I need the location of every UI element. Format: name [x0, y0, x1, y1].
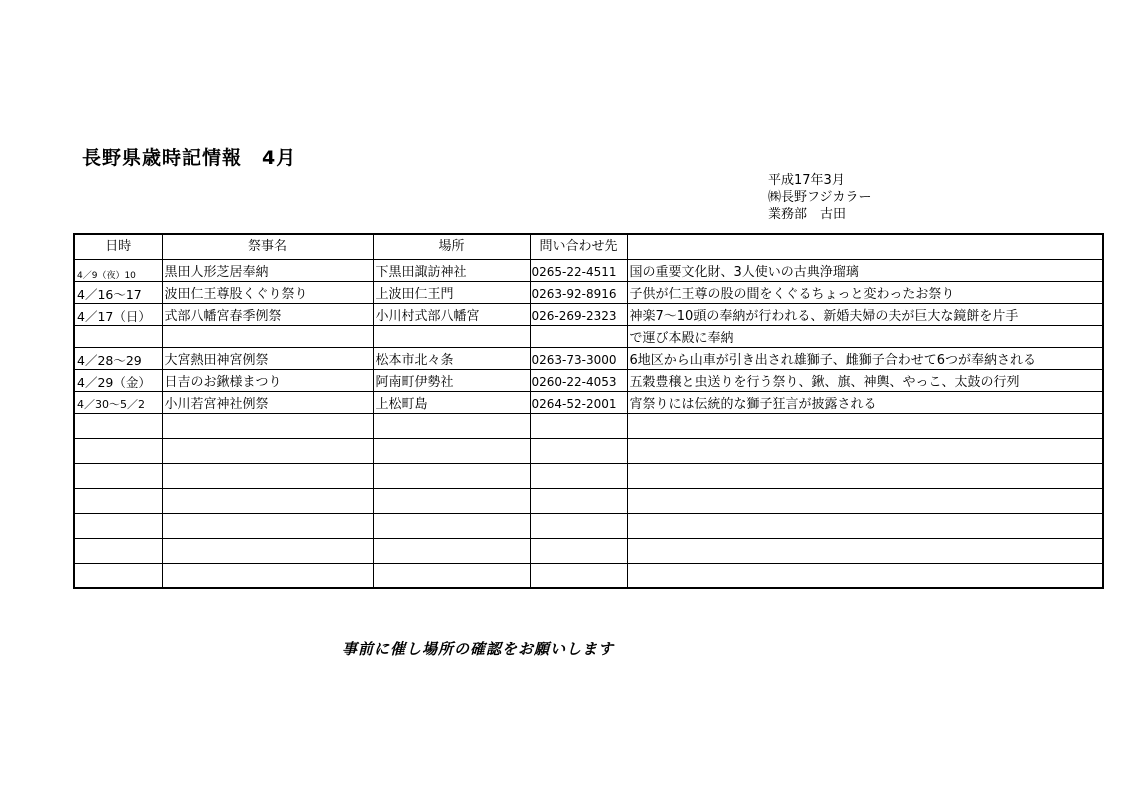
cell-place: 上松町島 [373, 391, 530, 413]
issue-date: 平成17年3月 [768, 173, 845, 188]
header-date: 日時 [74, 234, 162, 259]
table-row-empty [74, 463, 1103, 488]
cell-date: 4／17（日） [74, 303, 162, 325]
cell-tel: 0265-22-4511 [530, 259, 627, 281]
header-contact: 問い合わせ先 [530, 234, 627, 259]
table-row [74, 325, 1103, 347]
events-table [73, 233, 1104, 589]
cell-tel: 026-269-2323 [530, 303, 627, 325]
table-header-row [74, 234, 1103, 259]
issuer-block [768, 172, 871, 223]
cell-place: 小川村式部八幡宮 [373, 303, 530, 325]
cell-date: 4／30～5／2 [74, 391, 162, 413]
cell-event [162, 325, 373, 347]
cell-note: 神楽7～10頭の奉納が行われる、新婚夫婦の夫が巨大な鏡餅を片手 [627, 303, 1103, 325]
cell-date: 4／16～17 [74, 281, 162, 303]
cell-tel: 0263-92-8916 [530, 281, 627, 303]
table-row [74, 259, 1103, 281]
cell-tel: 0260-22-4053 [530, 369, 627, 391]
table-row [74, 303, 1103, 325]
header-event: 祭事名 [162, 234, 373, 259]
cell-date [74, 325, 162, 347]
table-row-empty [74, 563, 1103, 588]
cell-tel: 0263-73-3000 [530, 347, 627, 369]
footer-note: 事前に催し場所の確認をお願いします [342, 640, 615, 658]
cell-note: 宵祭りには伝統的な獅子狂言が披露される [627, 391, 1103, 413]
table-row [74, 281, 1103, 303]
document-title: 長野県歳時記情報 4月 [82, 147, 297, 169]
table-row [74, 347, 1103, 369]
issuer-department: 業務部 古田 [768, 207, 847, 222]
cell-date: 4／29（金） [74, 369, 162, 391]
cell-event: 大宮熱田神宮例祭 [162, 347, 373, 369]
cell-note: 五穀豊穣と虫送りを行う祭り、鍬、旗、神輿、やっこ、太鼓の行列 [627, 369, 1103, 391]
table-row-empty [74, 488, 1103, 513]
table-row [74, 391, 1103, 413]
table-row [74, 369, 1103, 391]
table-row-empty [74, 513, 1103, 538]
issuer-company: ㈱長野フジカラー [768, 190, 872, 205]
cell-place: 下黒田諏訪神社 [373, 259, 530, 281]
table-row-empty [74, 413, 1103, 438]
cell-note: で運び本殿に奉納 [627, 325, 1103, 347]
cell-place: 上波田仁王門 [373, 281, 530, 303]
cell-date: 4／28～29 [74, 347, 162, 369]
cell-event: 黒田人形芝居奉納 [162, 259, 373, 281]
cell-place: 松本市北々条 [373, 347, 530, 369]
cell-place [373, 325, 530, 347]
cell-date: 4／9（夜）10 [74, 259, 162, 281]
table-row-empty [74, 438, 1103, 463]
cell-event: 波田仁王尊股くぐり祭り [162, 281, 373, 303]
cell-event: 日吉のお鍬様まつり [162, 369, 373, 391]
cell-event: 小川若宮神社例祭 [162, 391, 373, 413]
cell-tel: 0264-52-2001 [530, 391, 627, 413]
header-note [627, 234, 1103, 259]
header-place: 場所 [373, 234, 530, 259]
cell-tel [530, 325, 627, 347]
cell-note: 子供が仁王尊の股の間をくぐるちょっと変わったお祭り [627, 281, 1103, 303]
table-row-empty [74, 538, 1103, 563]
cell-place: 阿南町伊勢社 [373, 369, 530, 391]
cell-note: 6地区から山車が引き出され雄獅子、雌獅子合わせて6つが奉納される [627, 347, 1103, 369]
cell-note: 国の重要文化財、3人使いの古典浄瑠璃 [627, 259, 1103, 281]
cell-event: 式部八幡宮春季例祭 [162, 303, 373, 325]
